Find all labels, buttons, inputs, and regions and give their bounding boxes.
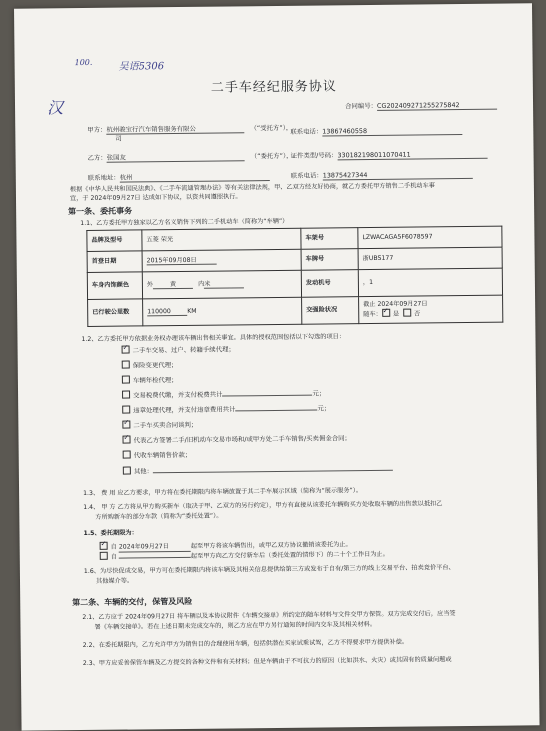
clause-text: 其他媒介等。 bbox=[95, 577, 134, 585]
term-option: 自 起至甲方向乙方交付新车后（委托处置的情形下）的二十个工作日为止。 bbox=[100, 549, 389, 562]
party-a: 甲方：杭州骏宝行汽车销售服务有限公 （“受托方”）， bbox=[87, 123, 293, 134]
table-cell: 外 黄 内米 bbox=[142, 270, 301, 299]
clause-text: 方所购新车的部分车款（简称为“委托处置”）。 bbox=[95, 512, 223, 521]
table-cell: 车架号 bbox=[301, 228, 358, 250]
table-cell: 2015年09月08日 bbox=[142, 249, 301, 272]
clause-text: 1.4、 甲 方 乙方将从甲方购买新车（取决于甲、乙双方的另行约定），甲方有直接从该委托车辆购买方处收取车辆的出售款以抵扣乙 bbox=[83, 500, 443, 512]
clause-text: 1.1、乙方委托甲方独家以乙方名义销售下列的二手机动车（简称为“车辆”） bbox=[80, 217, 289, 228]
preamble-line: 宜，于 2024年09月27日 达成如下协议，以资共同遵照执行。 bbox=[69, 193, 242, 203]
party-a-name: 杭州骏宝行汽车销售服务有限公 bbox=[106, 124, 244, 134]
table-cell: 首登日期 bbox=[87, 251, 142, 273]
table-cell: 交强险状况 bbox=[302, 297, 359, 325]
term-option: ✓自 2024年09月27日 起至甲方将该车辆售出，或甲乙双方协议撤销该委托为止。 bbox=[100, 539, 352, 552]
handwritten-note: 100. bbox=[74, 57, 93, 68]
table-cell: 车牌号 bbox=[301, 249, 358, 271]
option-item: 车辆年检代理； bbox=[122, 375, 178, 385]
handwritten-note: 吴语5306 bbox=[118, 61, 165, 73]
clause-text: 1.2、乙方委托甲方依据业务权办理该车辆出售相关事宜。具体的授权范围包括以下勾选的项目： bbox=[81, 333, 346, 344]
term-option-checkbox[interactable] bbox=[100, 552, 108, 560]
table-cell: 五菱 荣光 bbox=[142, 228, 301, 251]
option-checkbox[interactable] bbox=[122, 391, 130, 399]
option-checkbox[interactable] bbox=[122, 421, 130, 429]
option-checkbox[interactable] bbox=[123, 467, 131, 475]
option-item: 保险变更代理； bbox=[122, 360, 178, 370]
party-b-address: 联系地址：杭州 bbox=[88, 172, 270, 183]
option-item: ✓二手车交易、过户、转籍手续代理； bbox=[122, 344, 235, 354]
contract-number bbox=[345, 101, 497, 112]
option-item: ✓代表乙方签署二手/旧机动车交易市场和/或甲方处二手车销售/买卖佣金合同； bbox=[122, 433, 350, 444]
option-item: 其他： bbox=[123, 464, 393, 476]
clause-heading: 1.5、委托期限为： bbox=[83, 529, 138, 538]
party-b: 乙方：张国友 （“委托方”）， bbox=[87, 151, 293, 162]
vehicle-info-table bbox=[86, 226, 503, 327]
party-b-id: 证件类型/号码：330182198011070411 bbox=[291, 150, 488, 161]
insurance-yes-checkbox[interactable] bbox=[382, 309, 390, 317]
clause-text: 1.6、为尽快促成交易，甲方可在委托期限内将该车辆及其相关信息提供给第三方或发布于自有/第三方的线上交易平台、拍卖竞价平台、 bbox=[83, 564, 455, 576]
option-item: 违章处理代理，并支付违章费用共计 元； bbox=[122, 403, 330, 414]
party-b-name: 张国友 bbox=[107, 152, 245, 162]
table-cell: 已行驶公里数 bbox=[88, 299, 143, 327]
party-a-name-cont: 司 bbox=[115, 134, 122, 143]
table-row bbox=[88, 295, 503, 326]
option-checkbox[interactable] bbox=[122, 346, 130, 354]
preamble-line: 根据《中华人民共和国民法典》、《二手车流通管理办法》等有关法律法规，甲、乙双方经友好协商，就乙方委托甲方销售二手机动车事 bbox=[69, 182, 435, 194]
option-checkbox[interactable] bbox=[122, 361, 130, 369]
handwritten-mark: 汉 bbox=[46, 98, 64, 118]
table-cell: 截止 2024年09月27日 随车：✓ 是 否 bbox=[359, 295, 503, 324]
section-heading: 第二条、车辆的交付，保管及风险 bbox=[72, 596, 193, 608]
table-cell: 品牌及型号 bbox=[87, 230, 142, 252]
option-item: 代收车辆销售价款； bbox=[123, 450, 192, 460]
clause-text: 1.3、 费 用 应乙方要求，甲方将在委托期限内将车辆放置于其二手车展示区域（简称为“展示服务”）。 bbox=[83, 487, 363, 498]
option-checkbox[interactable] bbox=[123, 451, 131, 459]
table-cell: LZWACAGA5F6078597 bbox=[358, 226, 502, 249]
option-checkbox[interactable] bbox=[122, 376, 130, 384]
option-checkbox[interactable] bbox=[122, 436, 130, 444]
contract-number-value: CG20240927125527584​2 bbox=[377, 101, 497, 111]
document-title: 二手车经纪服务协议 bbox=[210, 79, 337, 96]
table-cell: 发动机号 bbox=[301, 270, 358, 298]
table-cell: 浙UBS177 bbox=[358, 247, 502, 270]
option-item: ✓二手车买卖合同谈判； bbox=[122, 420, 197, 430]
clause-text: 署《车辆交接单》。若在上述日期未完成交车的，则乙方应在甲方另行通知的时间内交车及其相关材料。 bbox=[94, 620, 377, 631]
option-item: 交易税费代缴，并支付税费共计 元； bbox=[122, 388, 325, 399]
contract-number-label: 合同编号： bbox=[345, 101, 378, 111]
contract-paper bbox=[14, 3, 540, 730]
clause-text: 2.3、甲方应妥善保管车辆及乙方提交的各种文件和有关材料；但是车辆由于不可抗力的原因（比如洪水、火灾）或其固有的质量问题或 bbox=[82, 656, 452, 668]
table-cell: ，1 bbox=[358, 268, 502, 297]
table-cell: 110000 KM bbox=[143, 297, 302, 326]
party-b-phone: 联系电话：13875427344 bbox=[291, 170, 473, 181]
section-heading: 第一条、委托事务 bbox=[68, 206, 133, 217]
insurance-no-checkbox[interactable] bbox=[403, 309, 411, 317]
clause-text: 2.2、在委托期限内，乙方允许甲方为销售目的合理使用车辆，包括供潜在买家试乘试驾，乙方不得要求甲方提供补偿。 bbox=[82, 638, 409, 650]
party-a-phone: 联系电话：13867460558 bbox=[290, 126, 462, 137]
term-option-checkbox[interactable] bbox=[100, 542, 108, 550]
clause-text: 2.1、乙方应于 2024年09月27日 将车辆以及本协议附件《车辆交接单》所约定的随车材料与文件交甲方保管。双方完成交付后，应当签 bbox=[82, 610, 456, 622]
table-row bbox=[87, 268, 502, 299]
table-cell: 车身内饰颜色 bbox=[87, 272, 142, 300]
option-checkbox[interactable] bbox=[122, 406, 130, 414]
